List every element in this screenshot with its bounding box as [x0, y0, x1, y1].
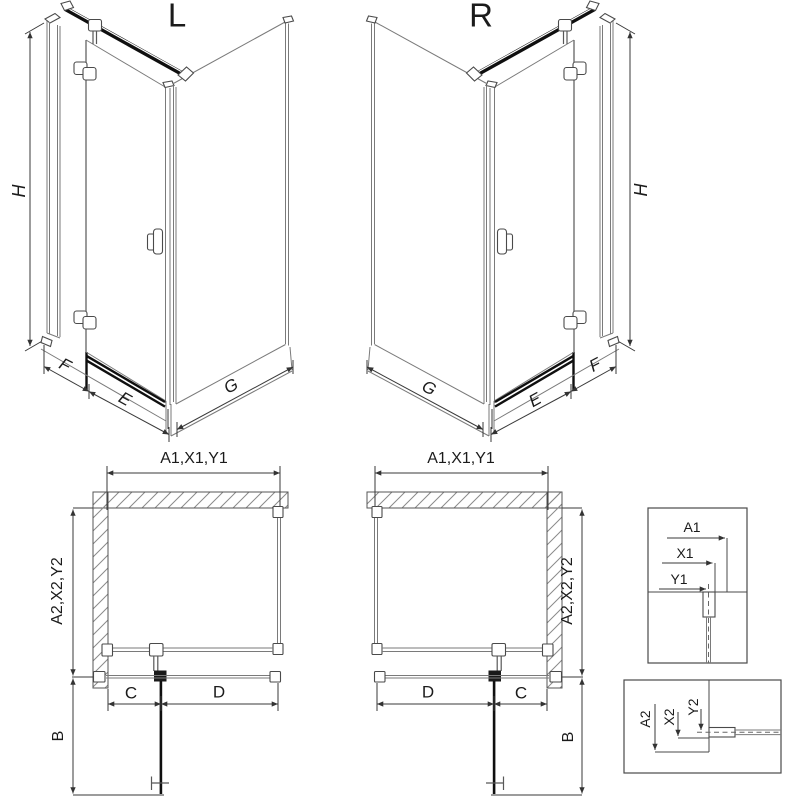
dim-label-height-left: H	[9, 184, 29, 198]
detail-depth-dim-x: X2	[661, 708, 677, 726]
dim-label-door-width-left: E	[115, 387, 135, 411]
detail-depth-dim-a: A2	[637, 710, 653, 728]
iso-right-title: R	[469, 0, 493, 34]
dim-label-side-panel-left: G	[220, 374, 242, 398]
iso-left-title: L	[167, 0, 187, 34]
detail-width-dim-x: X1	[676, 545, 694, 561]
detail-depth-dim-y: Y2	[685, 698, 701, 716]
plan-right-swing-dim: B	[560, 731, 577, 743]
detail-width-dim-a: A1	[683, 519, 701, 535]
plan-right-fixed-dim: C	[514, 683, 528, 703]
dim-label-wall-segment-right: F	[586, 354, 604, 376]
plan-left-swing-dim: B	[50, 730, 67, 742]
dim-label-wall-segment-left: F	[56, 354, 74, 376]
plan-right-width-dims: A1,X1,Y1	[427, 450, 495, 467]
plan-right-depth-dims: A2,X2,Y2	[559, 557, 576, 625]
plan-left-fixed-dim: C	[124, 683, 138, 703]
dim-label-side-panel-right: G	[418, 376, 440, 400]
detail-width-dim-y: Y1	[670, 571, 688, 587]
plan-left-width-dims: A1,X1,Y1	[160, 450, 228, 467]
dim-label-height-right: H	[631, 183, 651, 197]
iso-view-right-linework	[367, 1, 636, 442]
plan-wall-strips	[93, 492, 562, 688]
plan-right-door-dim: D	[421, 682, 435, 702]
dim-label-door-width-right: E	[525, 388, 545, 412]
plan-left-depth-dims: A2,X2,Y2	[49, 557, 66, 625]
plan-left-door-dim: D	[212, 682, 226, 702]
iso-view-left-linework	[25, 1, 294, 442]
